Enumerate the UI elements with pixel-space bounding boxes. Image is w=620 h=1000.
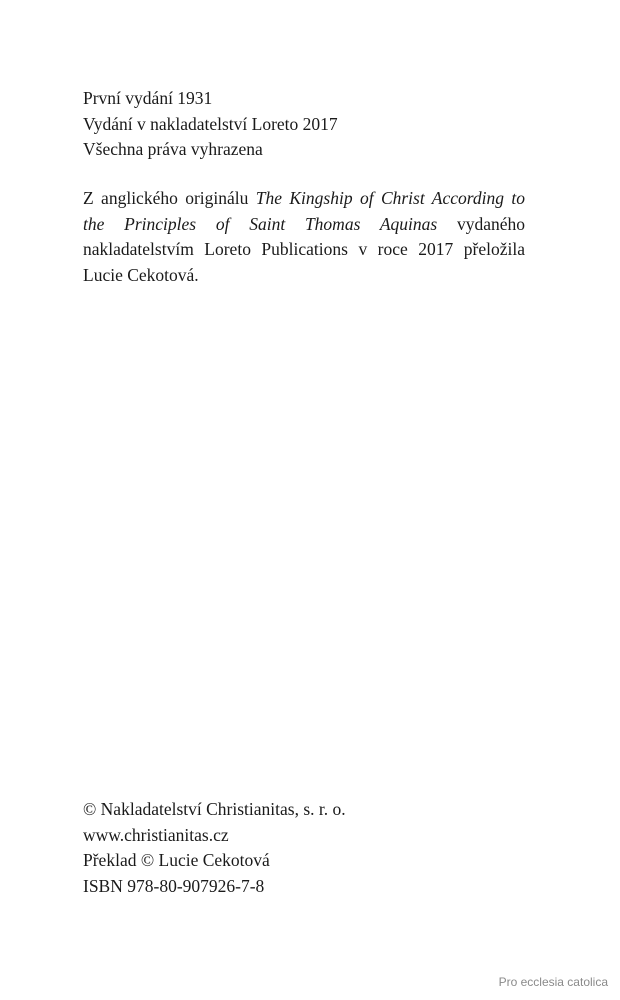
translation-copyright-line: Překlad © Lucie Cekotová [83, 850, 270, 870]
watermark-note: Pro ecclesia catolica [498, 975, 608, 989]
translation-paragraph [83, 186, 525, 288]
publisher-copyright-line: © Nakladatelství Christianitas, s. r. o. [83, 799, 346, 819]
loreto-edition-line: Vydání v nakladatelství Loreto 2017 [83, 113, 338, 134]
copyright-info [83, 797, 525, 899]
original-title: The Kingship of Christ According to the Principles of Saint Thomas Aquinas [83, 188, 525, 234]
first-edition-line: První vydání 1931 [83, 88, 213, 108]
publisher-website-line: www.christianitas.cz [83, 824, 229, 845]
edition-info [83, 86, 525, 163]
translation-note [83, 186, 525, 288]
translation-prefix: Z anglického originálu [83, 188, 256, 208]
rights-reserved-line: Všechna práva vyhrazena [83, 139, 263, 159]
isbn-line: ISBN 978-80-907926-7-8 [83, 875, 265, 896]
translation-suffix: vydaného nakladatelstvím Loreto Publications v roce 2017 přeložila Lucie Cekotová. [83, 213, 526, 285]
